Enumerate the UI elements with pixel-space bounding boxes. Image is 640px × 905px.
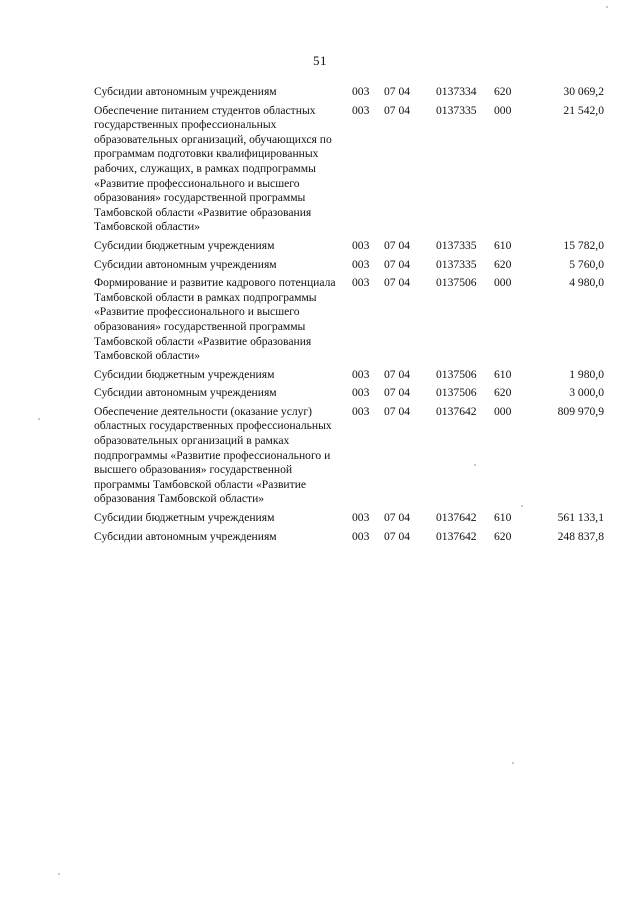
expense-name: Субсидии автономным учреждениям <box>94 85 277 98</box>
table-row <box>94 368 604 387</box>
amount-cell: 30 069,2 <box>563 85 604 98</box>
expense-name: Субсидии бюджетным учреждениям <box>94 367 275 381</box>
target-code-cell: 0137506 <box>436 386 477 400</box>
expense-type-cell: 000 <box>494 404 512 418</box>
table-row <box>94 386 604 405</box>
scan-speck <box>474 464 476 466</box>
table-body <box>94 85 604 548</box>
expense-name: Субсидии автономным учреждениям <box>94 257 277 271</box>
amount-cell: 809 970,9 <box>557 404 604 418</box>
expense-name: Обеспечение питанием студентов областных государственных профессиональных образовательных организаций, обучающихся по программам подготовки квалифицированных рабочих, служащих, в рамках подпрограммы «Развитие профессионального и высшего образования» государственной программы Тамбовской области «Развитие образования Тамбовской области» <box>94 103 332 234</box>
scan-speck <box>58 873 60 875</box>
admin-code-cell: 003 <box>352 85 370 98</box>
amount-cell: 15 782,0 <box>563 238 604 252</box>
table-row <box>94 85 604 104</box>
target-code-cell: 0137335 <box>436 257 477 271</box>
scan-speck <box>606 6 608 8</box>
amount-cell: 4 980,0 <box>569 276 604 290</box>
table-row <box>94 276 604 368</box>
expense-name-cell <box>94 405 352 511</box>
admin-code-cell: 003 <box>352 386 370 400</box>
target-code-cell: 0137642 <box>436 404 477 418</box>
section-code-cell: 07 04 <box>384 276 411 290</box>
expense-type-cell: 610 <box>494 367 512 381</box>
target-code-cell: 0137335 <box>436 238 477 252</box>
expense-type-cell: 620 <box>494 85 512 98</box>
expense-type-cell: 620 <box>494 257 512 271</box>
expense-name-cell <box>94 104 352 239</box>
table-row <box>94 104 604 239</box>
target-code-cell: 0137642 <box>436 529 477 543</box>
section-code-cell: 07 04 <box>384 386 411 400</box>
admin-code-cell: 003 <box>352 404 370 418</box>
amount-cell: 5 760,0 <box>569 257 604 271</box>
section-code-cell: 07 04 <box>384 103 411 117</box>
expense-name: Субсидии бюджетным учреждениям <box>94 238 275 252</box>
expense-name-cell <box>94 239 352 258</box>
section-code-cell: 07 04 <box>384 238 411 252</box>
target-code-cell: 0137506 <box>436 367 477 381</box>
section-code-cell: 07 04 <box>384 367 411 381</box>
amount-cell: 1 980,0 <box>569 367 604 381</box>
table-row <box>94 258 604 277</box>
expense-name-cell <box>94 386 352 405</box>
scan-speck <box>512 762 514 764</box>
scan-speck <box>521 505 523 507</box>
expense-name-cell <box>94 368 352 387</box>
admin-code-cell: 003 <box>352 367 370 381</box>
target-code-cell: 0137506 <box>436 276 477 290</box>
expense-name: Формирование и развитие кадрового потенциала Тамбовской области в рамках подпрограммы «Развитие профессионального и высшего образования» государственной программы Тамбовской области «Развитие образования Тамбовской области» <box>94 276 336 363</box>
admin-code-cell: 003 <box>352 276 370 290</box>
expense-type-cell: 000 <box>494 103 512 117</box>
section-code-cell: 07 04 <box>384 404 411 418</box>
expense-type-cell: 000 <box>494 276 512 290</box>
amount-cell: 248 837,8 <box>557 529 604 543</box>
section-code-cell: 07 04 <box>384 529 411 543</box>
table-row <box>94 405 604 511</box>
expense-name: Субсидии бюджетным учреждениям <box>94 511 275 525</box>
expense-type-cell: 620 <box>494 386 512 400</box>
amount-cell: 3 000,0 <box>569 386 604 400</box>
table-row <box>94 239 604 258</box>
admin-code-cell: 003 <box>352 103 370 117</box>
section-code-cell: 07 04 <box>384 257 411 271</box>
target-code-cell: 0137642 <box>436 511 477 525</box>
target-code-cell: 0137335 <box>436 103 477 117</box>
admin-code-cell: 003 <box>352 511 370 525</box>
expense-name-cell <box>94 530 352 549</box>
section-code-cell: 07 04 <box>384 511 411 525</box>
page-number: 51 <box>313 53 327 68</box>
expense-name-cell <box>94 85 352 104</box>
table-row <box>94 511 604 530</box>
expense-name-cell <box>94 258 352 277</box>
section-code-cell: 07 04 <box>384 85 411 98</box>
expense-name-cell <box>94 511 352 530</box>
expense-name: Субсидии автономным учреждениям <box>94 529 277 543</box>
scan-speck <box>38 418 40 420</box>
expense-type-cell: 620 <box>494 529 512 543</box>
expense-type-cell: 610 <box>494 238 512 252</box>
expense-name: Субсидии автономным учреждениям <box>94 386 277 400</box>
expense-name: Обеспечение деятельности (оказание услуг) областных государственных профессиональных образовательных организаций в рамках подпрограммы «Развитие профессионального и высшего образования» государственной программы Тамбовской области «Развитие образования Тамбовской области» <box>94 404 332 506</box>
expense-type-cell: 610 <box>494 511 512 525</box>
target-code-cell: 0137334 <box>436 85 477 98</box>
admin-code-cell: 003 <box>352 257 370 271</box>
admin-code-cell: 003 <box>352 238 370 252</box>
expense-name-cell <box>94 276 352 368</box>
budget-allocation-table <box>94 85 604 548</box>
table-row <box>94 530 604 549</box>
amount-cell: 561 133,1 <box>557 511 604 525</box>
amount-cell: 21 542,0 <box>563 103 604 117</box>
admin-code-cell: 003 <box>352 529 370 543</box>
